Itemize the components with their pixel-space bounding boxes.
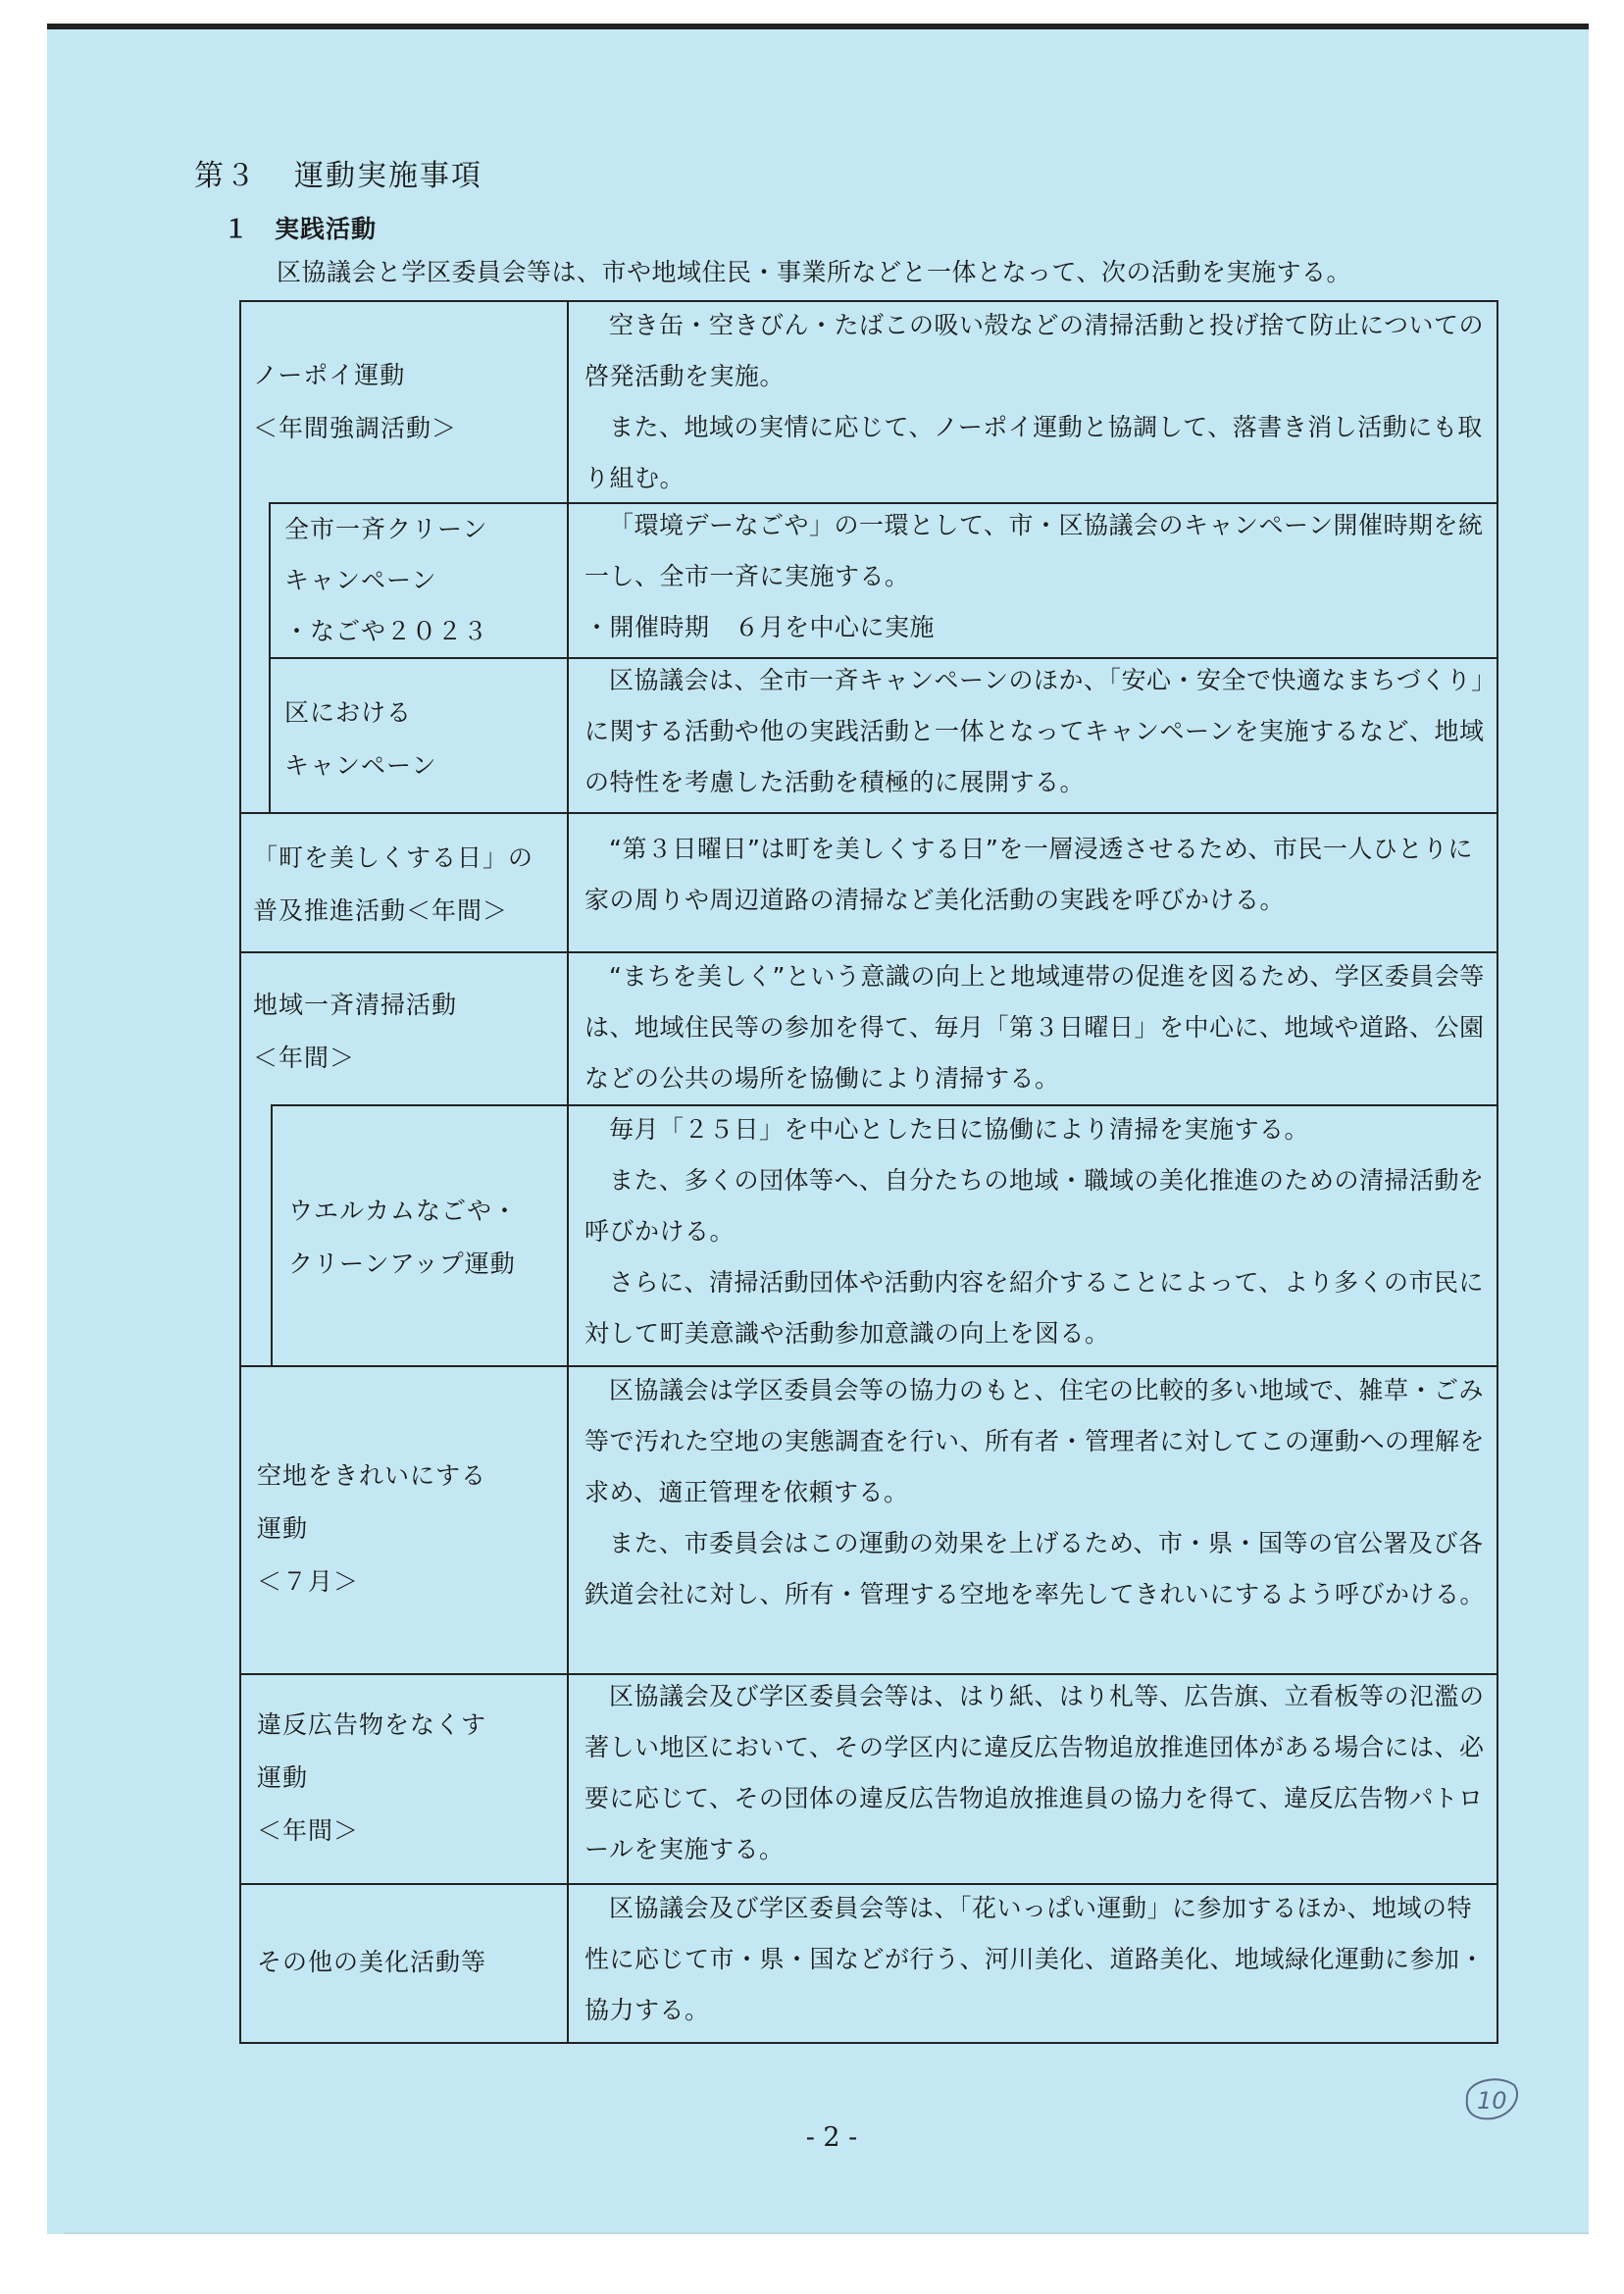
section-heading [194, 151, 482, 194]
row-label-machi [253, 832, 533, 938]
row-desc-chiiki [584, 951, 1491, 1104]
row-desc-akichi [584, 1365, 1491, 1620]
label-line: ＜年間強調活動＞ [253, 414, 458, 442]
label-line: ＜年間＞ [257, 1816, 360, 1845]
desc-paragraph: “第３日曜日”は町を美しくする日”を一層浸透させるため、市民一人ひとりに家の周りや周辺道路の清掃など美化活動の実践を呼びかける。 [584, 835, 1473, 914]
row-desc-welcome [584, 1104, 1491, 1359]
page-number: - 2 - [805, 2122, 858, 2153]
row-label-ihan [257, 1699, 486, 1858]
row-desc-noboi [584, 300, 1491, 504]
label-line: 運動 [257, 1514, 309, 1543]
desc-paragraph: さらに、清掃活動団体や活動内容を紹介することによって、より多くの市民に対して町美意識や活動参加意識の向上を図る。 [584, 1268, 1485, 1348]
desc-paragraph: 「環境デーなごや」の一環として、市・区協議会のキャンペーン開催時期を統一し、全市一斉に実施する。 [584, 511, 1484, 590]
desc-paragraph: 空き缶・空きびん・たばこの吸い殻などの清掃活動と投げ捨て防止についての啓発活動を実施。 [584, 311, 1485, 390]
sheet-bottom-edge [65, 2232, 1589, 2234]
row-desc-ward [584, 655, 1491, 808]
handwritten-page-mark [1459, 2071, 1522, 2124]
label-line: ＜年間＞ [253, 1044, 356, 1072]
row-label-clean2023 [284, 504, 488, 657]
desc-paragraph: また、地域の実情に応じて、ノーポイ運動と協調して、落書き消し活動にも取り組む。 [584, 413, 1483, 492]
label-line: 「町を美しくする日」の [253, 843, 534, 872]
desc-paragraph: 区協議会は、全市一斉キャンペーンのほか、「安心・安全で快適なまちづくり」に関する活動や他の実践活動と一体となってキャンペーンを実施するなど、地域の特性を考慮した活動を積極的に展開する。 [584, 666, 1485, 796]
label-line: 地域一斉清掃活動 [253, 991, 458, 1019]
label-line: 区における [284, 698, 413, 727]
desc-paragraph: 区協議会は学区委員会等の協力のもと、住宅の比較的多い地域で、雑草・ごみ等で汚れた空地の実態調査を行い、所有者・管理者に対してこの運動への理解を求め、適正管理を依頼する。 [584, 1376, 1486, 1506]
label-line: 空地をきれいにする [257, 1461, 487, 1490]
desc-paragraph: 区協議会及び学区委員会等は、「花いっぱい運動」に参加するほか、地域の特性に応じて市・県・国などが行う、河川美化、道路美化、地域緑化運動に参加・協力する。 [584, 1894, 1486, 2024]
section-number: 第３ [194, 159, 257, 193]
label-line: 全市一斉クリーン [284, 515, 488, 543]
row-label-chiiki [253, 979, 457, 1085]
label-line: クリーンアップ運動 [288, 1249, 516, 1278]
subsection-title: 実践活動 [275, 215, 378, 243]
label-line: 運動 [257, 1763, 309, 1792]
subsection-number: １ [224, 215, 250, 243]
row-label-welcome [288, 1185, 518, 1291]
label-line: その他の美化活動等 [257, 1948, 487, 1976]
label-line: ウエルカムなごや・ [288, 1197, 519, 1225]
row-desc-machi [584, 824, 1491, 926]
desc-paragraph: 毎月「２５日」を中心とした日に協働により清掃を実施する。 [609, 1115, 1310, 1144]
desc-paragraph: また、市委員会はこの運動の効果を上げるため、市・県・国等の官公署及び各鉄道会社に対し、所有・管理する空地を率先してきれいにするよう呼びかける。 [584, 1529, 1486, 1608]
intro-paragraph: 区協議会と学区委員会等は、市や地域住民・事業所などと一体となって、次の活動を実施する。 [277, 258, 1352, 286]
desc-paragraph: 区協議会及び学区委員会等は、はり紙、はり札等、広告旗、立看板等の氾濫の著しい地区において、その学区内に違反広告物追放推進団体がある場合には、必要に応じて、その団体の違反広告物追放推進員の協力を得て、違反広告物パトロールを実施する。 [584, 1682, 1485, 1863]
label-line: ＜７月＞ [257, 1567, 360, 1596]
row-label-akichi [257, 1450, 486, 1608]
subsection-heading [224, 210, 377, 245]
row-label-ward [284, 687, 437, 792]
row-desc-clean2023 [584, 500, 1491, 653]
row-desc-other [584, 1883, 1491, 2036]
label-line: 普及推進活動＜年間＞ [253, 896, 509, 925]
section-title: 運動実施事項 [294, 159, 482, 193]
desc-paragraph: ・開催時期 ６月を中心に実施 [584, 613, 936, 641]
label-line: キャンペーン [284, 566, 437, 594]
label-line: ・なごや２０２３ [284, 617, 489, 645]
label-line: 違反広告物をなくす [257, 1710, 487, 1739]
desc-paragraph: “まちを美しく”という意識の向上と地域連帯の促進を図るため、学区委員会等は、地域住民等の参加を得て、毎月「第３日曜日」を中心に、地域や道路、公園などの公共の場所を協働により清掃する。 [584, 962, 1485, 1093]
row-desc-ihan [584, 1671, 1491, 1875]
handwritten-number: 10 [1477, 2087, 1507, 2115]
row-label-noboi [253, 349, 457, 455]
label-line: ノーポイ運動 [253, 361, 406, 389]
row-label-other [257, 1936, 486, 1989]
desc-paragraph: また、多くの団体等へ、自分たちの地域・職域の美化推進のための清掃活動を呼びかける。 [584, 1166, 1485, 1246]
label-line: キャンペーン [284, 751, 437, 780]
